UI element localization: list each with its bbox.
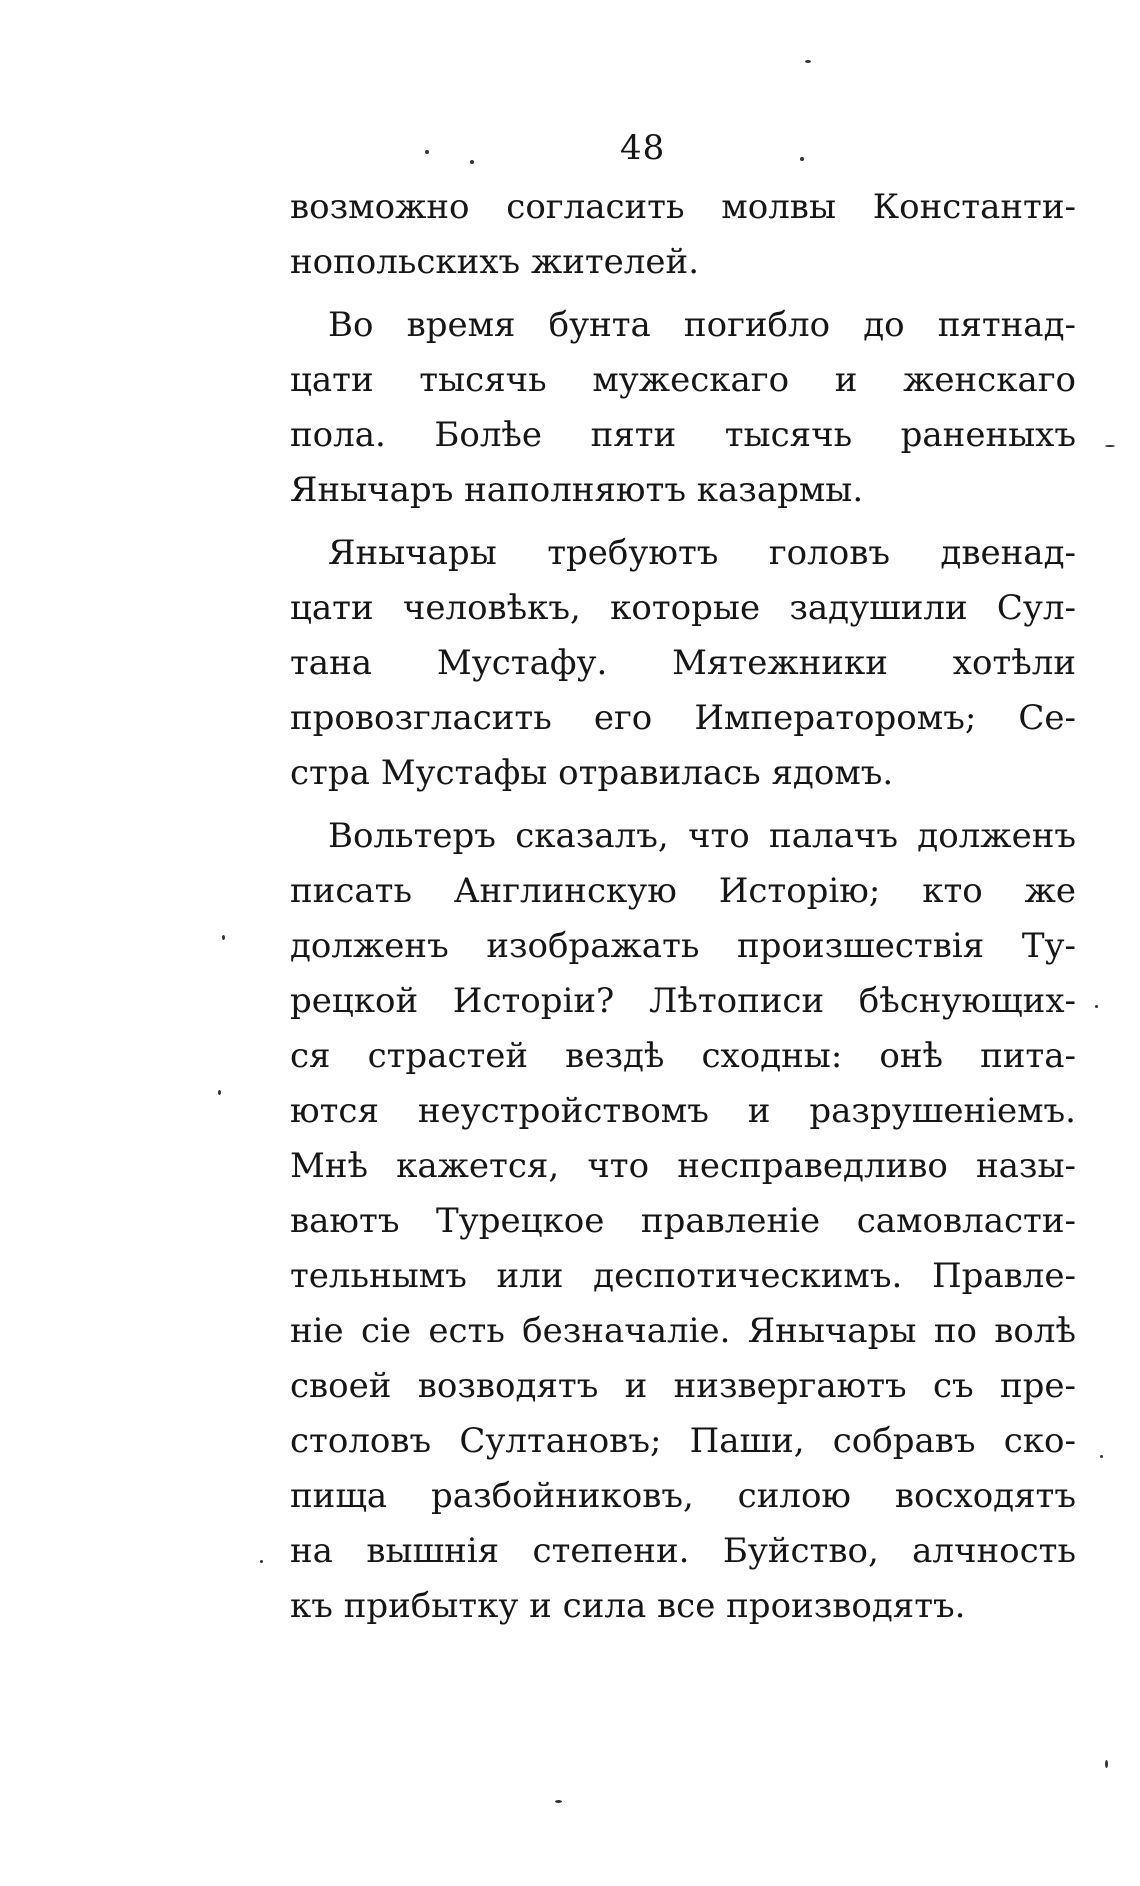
text-line: ніе сіе есть безначаліе. Янычары по волѣ xyxy=(290,1311,1076,1351)
body-text xyxy=(290,180,1076,1642)
text-line: возможно согласить молвы Константи- xyxy=(290,187,1076,227)
text-line: Во время бунта погибло до пятнад- xyxy=(328,305,1076,345)
scan-speck xyxy=(1095,1005,1098,1008)
text-line: къ прибытку и сила все производятъ. xyxy=(290,1586,966,1626)
text-line: стра Мустафы отравилась ядомъ. xyxy=(290,753,894,793)
paragraph-4 xyxy=(290,809,1076,1634)
text-line: Вольтеръ сказалъ, что палачъ долженъ xyxy=(328,816,1076,856)
text-line: провозгласить его Императоромъ; Се- xyxy=(290,698,1076,738)
scan-speck xyxy=(1105,1760,1108,1768)
scan-speck xyxy=(555,1800,562,1803)
scan-speck xyxy=(800,157,804,161)
text-line: пола. Болѣе пяти тысячь раненыхъ xyxy=(290,415,1076,455)
text-line: Янычары требуютъ головъ двенад- xyxy=(328,533,1076,573)
scan-speck xyxy=(425,150,429,154)
paragraph-1 xyxy=(290,180,1076,290)
text-line: столовъ Султановъ; Паши, собравъ ско- xyxy=(290,1421,1076,1461)
text-line: цати человѣкъ, которые задушили Сул- xyxy=(290,588,1076,628)
scan-speck xyxy=(260,1560,263,1563)
text-line: ся страстей вездѣ сходны: онѣ пита- xyxy=(290,1036,1076,1076)
scan-speck xyxy=(1100,1455,1103,1458)
scan-speck xyxy=(470,160,474,164)
scan-speck xyxy=(222,935,225,940)
text-line: цати тысячь мужескаго и женскаго xyxy=(290,360,1076,400)
paragraph-2 xyxy=(290,298,1076,518)
text-line: Янычаръ наполняютъ казармы. xyxy=(290,470,864,510)
text-line: тана Мустафу. Мятежники хотѣли xyxy=(290,643,1076,683)
text-line: рецкой Исторіи? Лѣтописи бѣснующих- xyxy=(290,981,1076,1021)
scan-speck xyxy=(805,60,811,63)
text-line: ваютъ Турецкое правленіе самовласти- xyxy=(290,1201,1076,1241)
page-number: 48 xyxy=(620,128,666,168)
text-line: писать Англинскую Исторію; кто же xyxy=(290,871,1076,911)
text-line: пища разбойниковъ, силою восходятъ xyxy=(290,1476,1076,1516)
text-line: долженъ изображать произшествія Ту- xyxy=(290,926,1076,966)
text-line: нопольскихъ жителей. xyxy=(290,242,699,282)
text-line: ются неустройствомъ и разрушеніемъ. xyxy=(290,1091,1076,1131)
text-line: на вышнія степени. Буйство, алчность xyxy=(290,1531,1076,1571)
paragraph-3 xyxy=(290,526,1076,801)
scan-speck xyxy=(1105,445,1115,447)
scan-speck xyxy=(218,1090,221,1095)
text-line: своей возводятъ и низвергаютъ съ пре- xyxy=(290,1366,1076,1406)
text-line: Мнѣ кажется, что несправедливо назы- xyxy=(290,1146,1076,1186)
text-line: тельнымъ или деспотическимъ. Правле- xyxy=(290,1256,1076,1296)
